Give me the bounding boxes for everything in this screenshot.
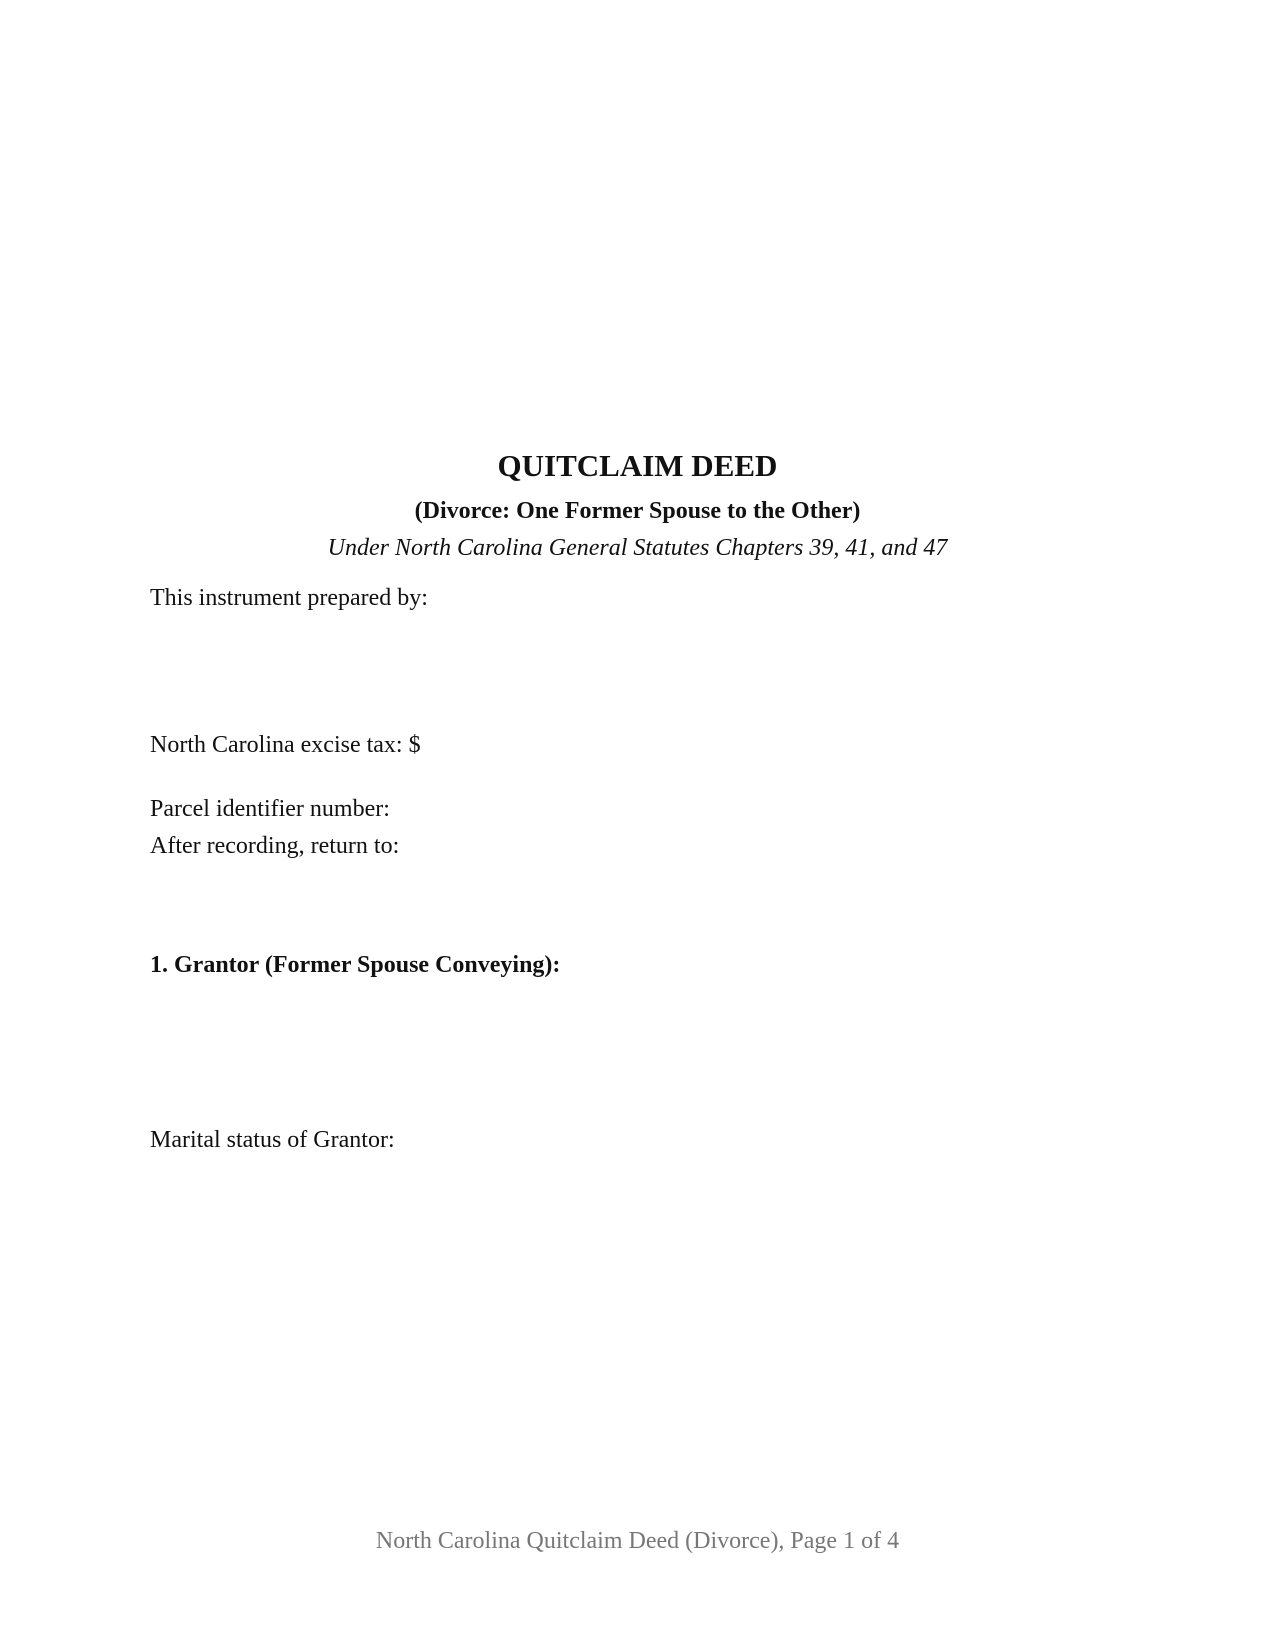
prepared-by-label: This instrument prepared by:	[150, 585, 428, 611]
grantor-section-heading: 1. Grantor (Former Spouse Conveying):	[150, 952, 561, 978]
parcel-identifier-label: Parcel identifier number:	[150, 796, 390, 822]
excise-tax-label: North Carolina excise tax: $	[150, 732, 421, 758]
return-to-label: After recording, return to:	[150, 833, 400, 859]
document-title: QUITCLAIM DEED	[497, 448, 778, 483]
page-footer: North Carolina Quitclaim Deed (Divorce), Page 1 of 4	[375, 1528, 900, 1554]
statute-reference: Under North Carolina General Statutes Chapters 39, 41, and 47	[327, 535, 948, 561]
document-subtitle: (Divorce: One Former Spouse to the Other)	[414, 498, 861, 524]
grantor-marital-status-label: Marital status of Grantor:	[150, 1127, 395, 1153]
